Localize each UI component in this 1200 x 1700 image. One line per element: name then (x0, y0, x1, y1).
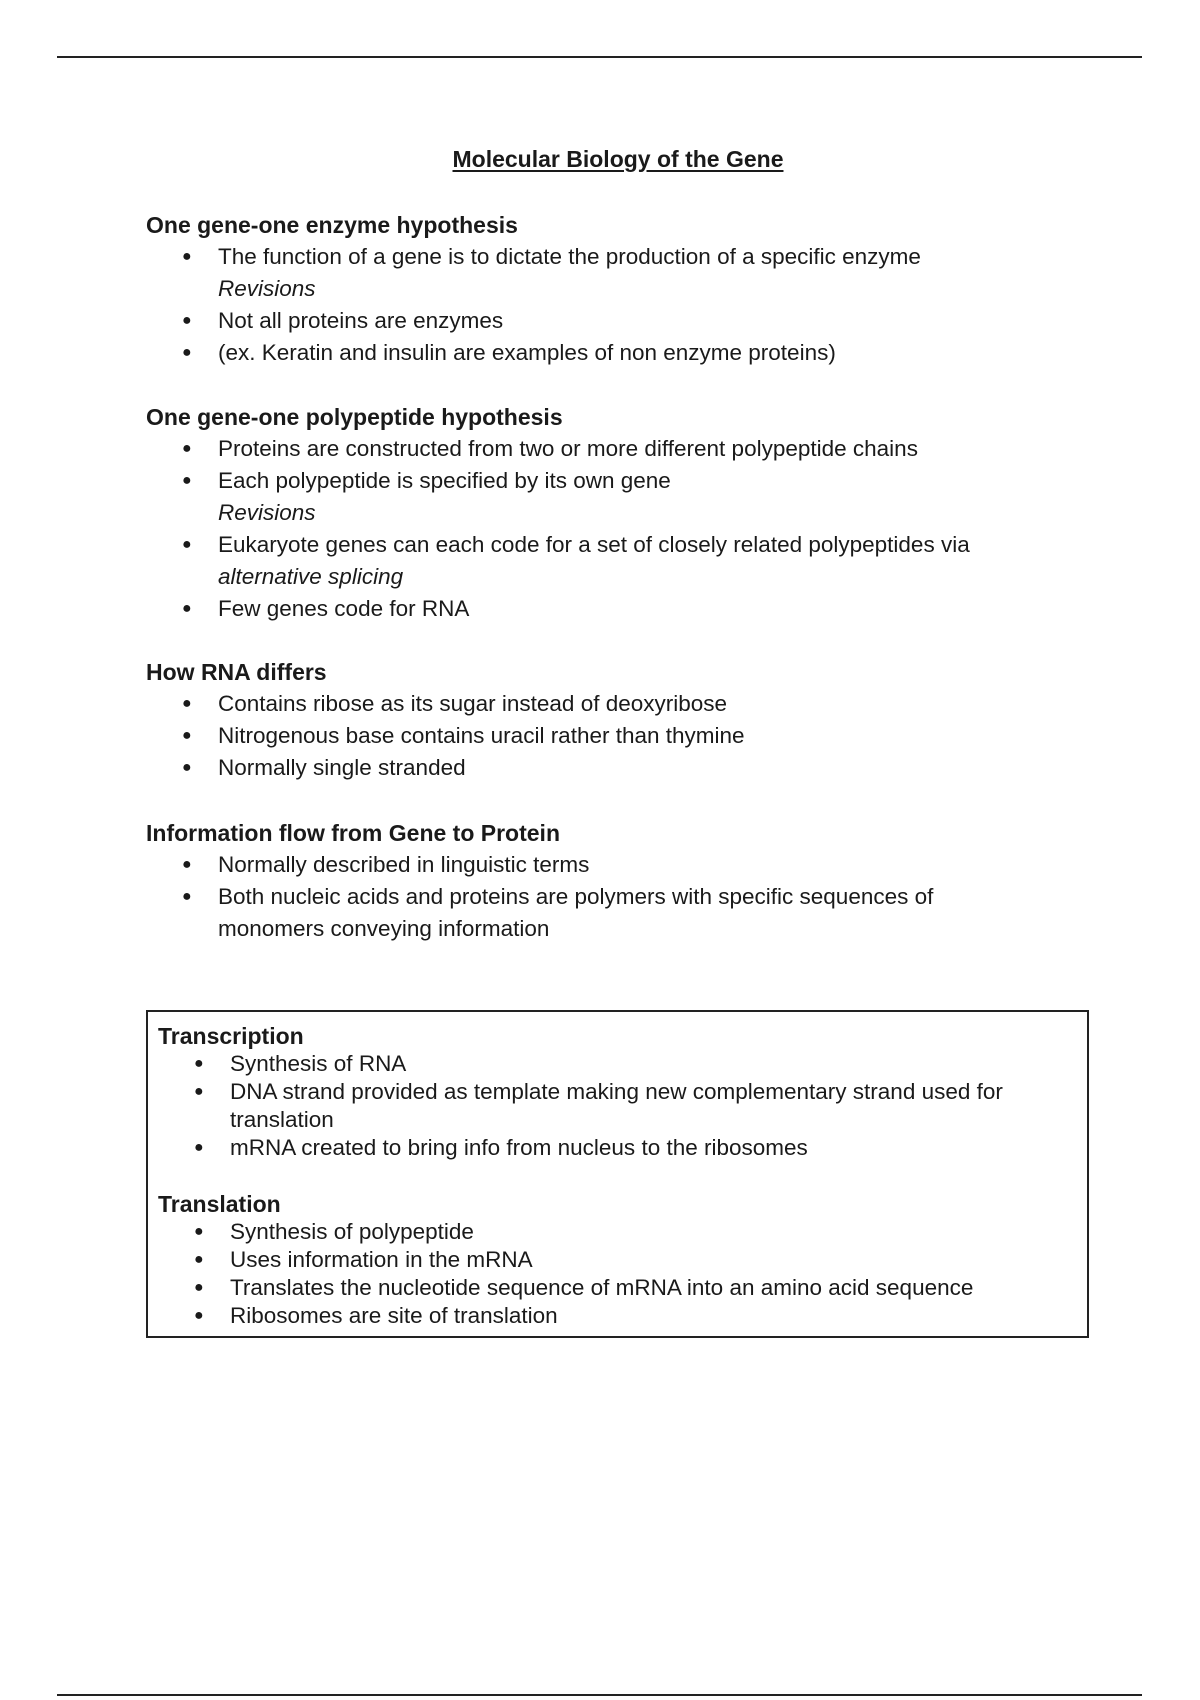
list-item (146, 241, 1046, 273)
list-item-text: The function of a gene is to dictate the production of a specific enzyme (218, 244, 921, 269)
list-item-text: Not all proteins are enzymes (218, 308, 504, 333)
section-rna-differs (146, 656, 1046, 784)
list-item (158, 1274, 1078, 1302)
list-item (158, 1246, 1078, 1274)
summary-box (146, 1010, 1089, 1338)
page-title: Molecular Biology of the Gene (452, 146, 784, 172)
list-item-text: Proteins are constructed from two or more different polypeptide chains (218, 436, 918, 461)
list-item-text: Synthesis of polypeptide (230, 1219, 474, 1244)
list-item-text: Nitrogenous base contains uracil rather than thymine (218, 723, 745, 748)
list-item (146, 337, 1046, 369)
bullet-icon: ● (182, 888, 192, 905)
bullet-icon: ● (194, 1055, 204, 1072)
list-item (146, 305, 1046, 337)
section-heading: Translation (158, 1191, 281, 1217)
bullet-icon: ● (182, 472, 192, 489)
list-item-text: monomers conveying information (218, 916, 550, 941)
bullet-icon: ● (182, 759, 192, 776)
list-item-text: Normally single stranded (218, 755, 466, 780)
list-item (158, 1050, 1078, 1078)
list-item-text: Both nucleic acids and proteins are polymers with specific sequences of (218, 884, 934, 909)
list-item-text: Revisions (218, 500, 316, 525)
top-rule (57, 56, 1142, 58)
section-heading: One gene-one polypeptide hypothesis (146, 404, 563, 430)
list-item (146, 593, 1046, 625)
list-item-text: Each polypeptide is specified by its own gene (218, 468, 671, 493)
bullet-icon: ● (182, 440, 192, 457)
list-item-text: Revisions (218, 276, 316, 301)
section-heading: How RNA differs (146, 659, 327, 685)
revisions-label (146, 273, 1046, 305)
list-item-continuation (146, 913, 1046, 945)
bullet-icon: ● (182, 312, 192, 329)
bottom-rule (57, 1694, 1142, 1696)
list-item-text: Uses information in the mRNA (230, 1247, 533, 1272)
list-item-text: translation (230, 1107, 334, 1132)
list-item (158, 1078, 1078, 1106)
list-item (146, 720, 1046, 752)
list-item (146, 688, 1046, 720)
bullet-icon: ● (182, 856, 192, 873)
section-polypeptide-hypothesis (146, 401, 1046, 625)
list-item (158, 1302, 1078, 1330)
bullet-icon: ● (182, 727, 192, 744)
section-enzyme-hypothesis (146, 209, 1046, 369)
list-item (146, 849, 1046, 881)
list-item-text: alternative splicing (218, 564, 404, 589)
bullet-icon: ● (194, 1251, 204, 1268)
list-item (146, 529, 1046, 561)
bullet-icon: ● (182, 248, 192, 265)
revisions-label (146, 497, 1046, 529)
bullet-icon: ● (194, 1223, 204, 1240)
list-item-text: Ribosomes are site of translation (230, 1303, 558, 1328)
list-item-text: Synthesis of RNA (230, 1051, 407, 1076)
list-item (146, 881, 1046, 913)
list-item-text: Translates the nucleotide sequence of mRNA into an amino acid sequence (230, 1275, 974, 1300)
list-item (158, 1134, 1078, 1162)
list-item (146, 433, 1046, 465)
section-heading: Transcription (158, 1023, 304, 1049)
bullet-icon: ● (194, 1083, 204, 1100)
list-item-text: Contains ribose as its sugar instead of deoxyribose (218, 691, 728, 716)
list-item-text: mRNA created to bring info from nucleus to the ribosomes (230, 1135, 808, 1160)
bullet-icon: ● (182, 695, 192, 712)
list-item (146, 465, 1046, 497)
list-item-text: (ex. Keratin and insulin are examples of non enzyme proteins) (218, 340, 836, 365)
list-item-continuation (158, 1106, 1078, 1134)
list-item-text: Few genes code for RNA (218, 596, 470, 621)
section-translation (158, 1190, 1078, 1330)
bullet-icon: ● (182, 600, 192, 617)
list-item (158, 1218, 1078, 1246)
list-item-text: Normally described in linguistic terms (218, 852, 590, 877)
list-item-text: DNA strand provided as template making new complementary strand used for (230, 1079, 1003, 1104)
section-heading: One gene-one enzyme hypothesis (146, 212, 518, 238)
section-transcription (158, 1022, 1078, 1162)
bullet-icon: ● (182, 344, 192, 361)
bullet-icon: ● (182, 536, 192, 553)
bullet-icon: ● (194, 1139, 204, 1156)
list-item-text: Eukaryote genes can each code for a set of closely related polypeptides via (218, 532, 970, 557)
bullet-icon: ● (194, 1307, 204, 1324)
section-information-flow (146, 817, 1046, 945)
bullet-icon: ● (194, 1279, 204, 1296)
list-item (146, 752, 1046, 784)
section-heading: Information flow from Gene to Protein (146, 820, 560, 846)
list-item-continuation (146, 561, 1046, 593)
